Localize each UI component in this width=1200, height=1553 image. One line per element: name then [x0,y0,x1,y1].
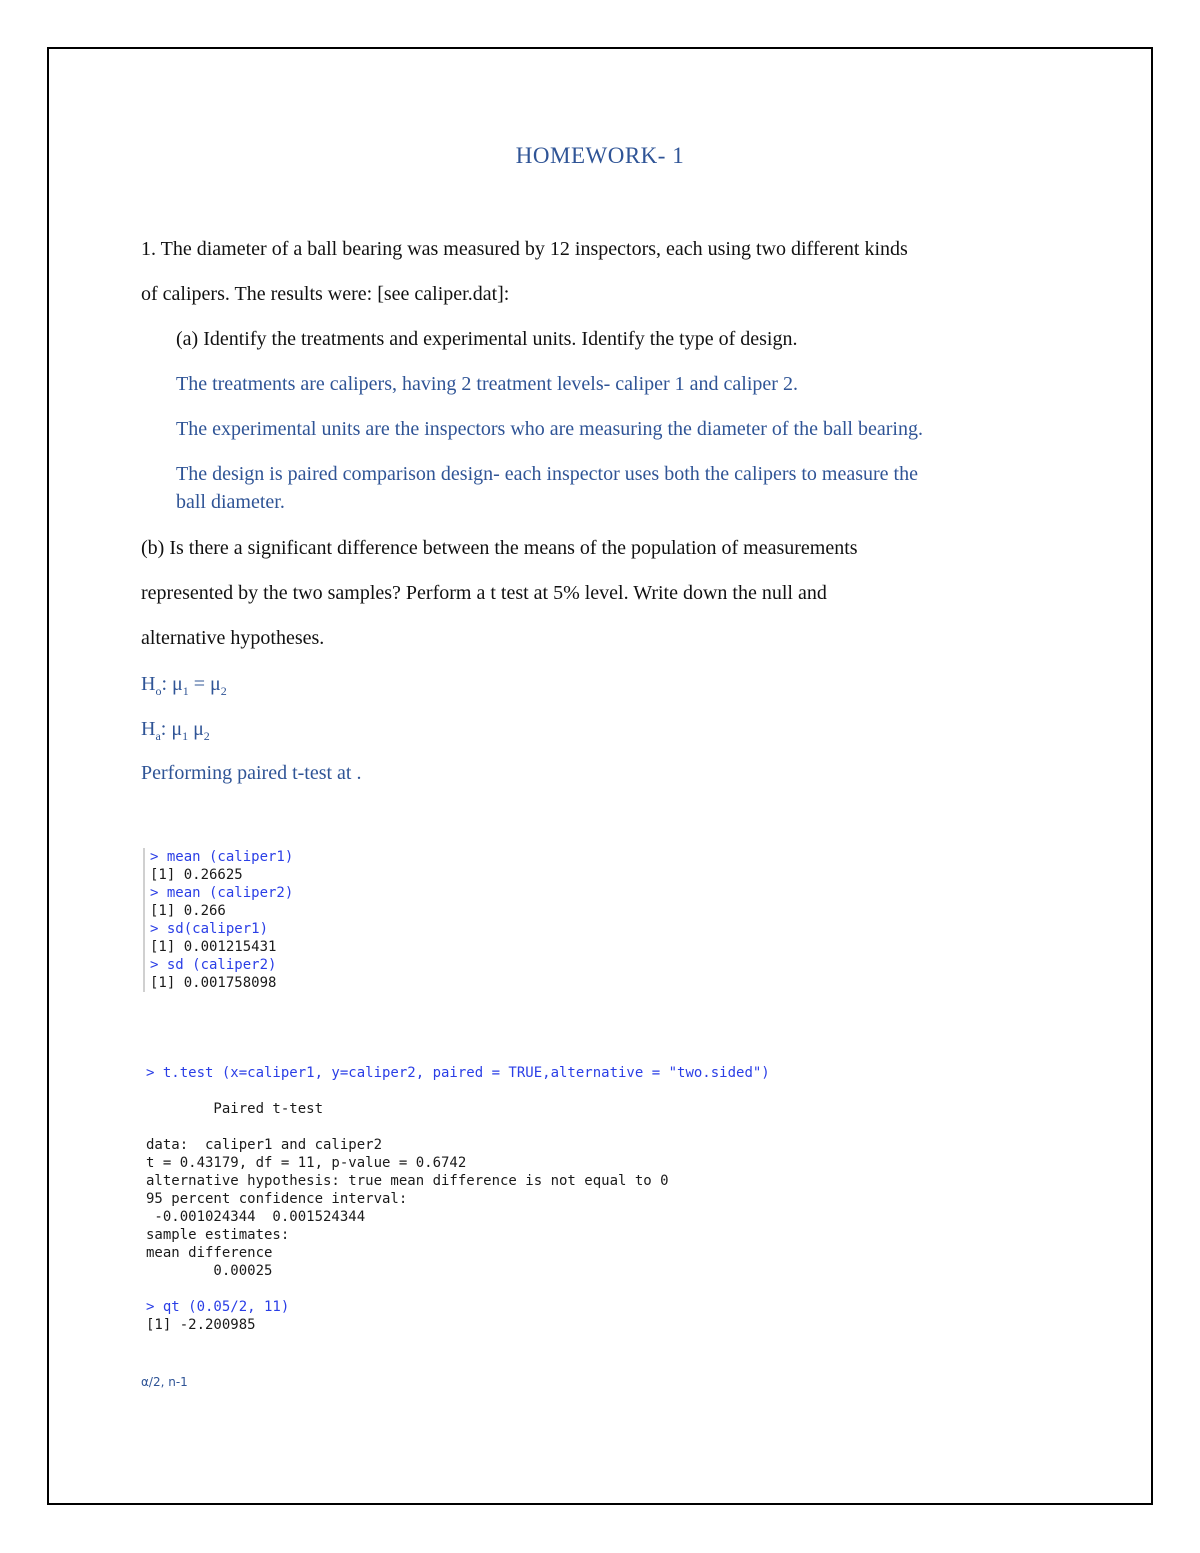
console-line: t = 0.43179, df = 11, p-value = 0.6742 [146,1155,467,1171]
console-line: alternative hypothesis: true mean difference is not equal to 0 [146,1173,669,1189]
console-line: mean difference [146,1245,273,1261]
question-1-line-1: 1. The diameter of a ball bearing was measured by 12 inspectors, each using two different kinds [141,238,908,260]
console-line: 95 percent confidence interval: [146,1191,408,1207]
console-line: [1] 0.26625 [150,867,243,883]
console-line: > mean (caliper2) [150,885,294,901]
r-console-ttest [146,1064,770,1334]
question-1b-line-3: alternative hypotheses. [141,627,325,649]
console-line: > mean (caliper1) [150,849,294,865]
alternative-hypothesis: $H_a$: $\mu_1$ $\mu_2$ [141,718,210,743]
console-line: [1] -2.200985 [146,1317,256,1333]
console-line: [1] 0.266 [150,903,226,919]
console-line: sample estimates: [146,1227,290,1243]
page-title: HOMEWORK- 1 [515,143,685,168]
console-line: 0.00025 [146,1263,273,1279]
console-line: > sd(caliper1) [150,921,269,937]
console-line [146,1082,770,1100]
console-line: > sd (caliper2) [150,957,277,973]
question-1b-line-1: (b) Is there a significant difference between the means of the population of measurements [141,537,858,559]
console-line: data: caliper1 and caliper2 [146,1137,383,1153]
console-line: > t.test (x=caliper1, y=caliper2, paired = TRUE,alternative = "two.sided") [146,1065,770,1081]
answer-1a-design-line-1: The design is paired comparison design- each inspector uses both the calipers to measure the [176,463,918,485]
console-line: [1] 0.001215431 [150,939,277,955]
answer-1a-treatments: The treatments are calipers, having 2 treatment levels- caliper 1 and caliper 2. [176,373,798,395]
console-line: -0.001024344 0.001524344 [146,1209,366,1225]
null-hypothesis: $H_o$: $\mu_1 = \mu_2$ [141,673,227,698]
console-line: > qt (0.05/2, 11) [146,1299,290,1315]
question-1b-line-2: represented by the two samples? Perform a t test at 5% level. Write down the null and [141,582,827,604]
console-line: Paired t-test [146,1101,324,1117]
console-line [146,1118,770,1136]
question-1-line-2: of calipers. The results were: [see caliper.dat]: [141,283,510,305]
question-1a: (a) Identify the treatments and experimental units. Identify the type of design. [176,328,798,350]
performing-text: Performing paired t-test at . [141,762,362,784]
answer-1a-units: The experimental units are the inspectors who are measuring the diameter of the ball bearing. [176,418,923,440]
alpha-note: α/2, n-1 [141,1375,188,1389]
answer-1a-design-line-2: ball diameter. [176,491,285,513]
r-console-summary [143,848,293,992]
console-line: [1] 0.001758098 [150,975,277,991]
console-line [146,1280,770,1298]
